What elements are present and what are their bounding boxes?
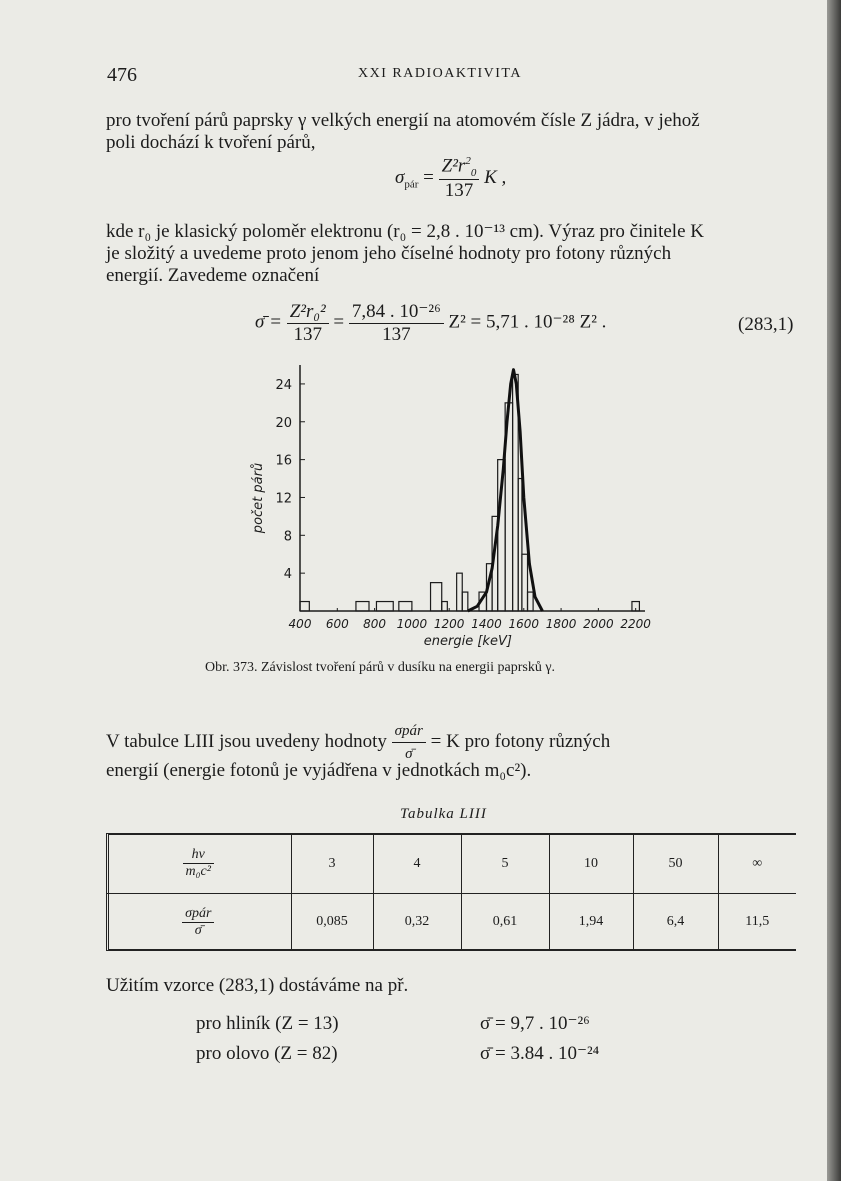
table-row [106, 893, 796, 951]
page-edge-shadow [827, 0, 841, 1181]
pair-energy-histogram [240, 355, 670, 660]
x-axis-label: energie [keV] [423, 634, 512, 649]
formula-pair-cross-section: $\sigma_{pár}$ = $\frac{Z^2r^2_0}{137}$ K , [395, 155, 507, 202]
paragraph-1-line-1: pro tvoření párů paprsky γ velkých energií na atomovém čísle Z jádra, v jehož [106, 110, 700, 131]
paragraph-4-line-1: Užitím vzorce (283,1) dostáváme na př. [106, 975, 409, 996]
table-title: Tabulka LIII [400, 806, 487, 822]
table-cell: 4 [373, 835, 461, 893]
figure-caption: Obr. 373. Závislost tvoření párů v dusíku na energii paprsků γ. [205, 660, 556, 675]
table-cell: 0,085 [291, 893, 373, 951]
paragraph-2-line-2: je složitý a uvedeme proto jenom jeho číselné hodnoty pro fotony různých [106, 243, 672, 264]
formula-sigma-bar: σ̄ = $\frac{\text{Z²r₀²}}{137}$ = $\frac{\text{7,84 . 10⁻²⁶}}{137}$ Z² = 5,71 . 10⁻²⁸ Z² . [255, 300, 607, 345]
page-number: 476 [107, 64, 137, 86]
running-title: XXI RADIOAKTIVITA [358, 66, 522, 81]
histogram-bar [376, 602, 393, 611]
x-tick-label: 1600 [508, 617, 540, 631]
histogram-bar [431, 583, 442, 611]
example-label-aluminium: pro hliník (Z = 13) [196, 1013, 339, 1034]
y-tick-label: 8 [283, 529, 292, 545]
table-cell: 0,32 [373, 893, 461, 951]
paragraph-2-line-3: energií. Zavedeme označení [106, 265, 320, 286]
histogram-bar [528, 592, 534, 611]
histogram-bar [462, 592, 468, 611]
y-axis-label: počet párů [251, 462, 266, 534]
x-tick-label: 1400 [471, 617, 502, 631]
x-tick-label: 400 [288, 617, 312, 631]
table-cell: ∞ [718, 835, 796, 893]
paragraph-1-line-2: poli dochází k tvoření párů, [106, 132, 316, 153]
histogram-bar [300, 602, 309, 611]
y-tick-label: 12 [275, 491, 292, 507]
x-tick-label: 800 [363, 617, 387, 631]
x-tick-label: 2000 [583, 617, 614, 631]
table-cell: 3 [291, 835, 373, 893]
paragraph-3-line-2: energií (energie fotonů je vyjádřena v jednotkách m₀c²). [106, 760, 532, 781]
table-cell: 5 [461, 835, 549, 893]
table-cell: 50 [633, 835, 718, 893]
equation-number: (283,1) [738, 314, 794, 335]
table-cell: 11,5 [718, 893, 796, 951]
table-cell: 6,4 [633, 893, 718, 951]
table-cell: 10 [549, 835, 633, 893]
row-head-energy: $\frac{h\nu}{\text{m₀c²}}$ [106, 835, 291, 893]
paragraph-3-line-1: V tabulce LIII jsou uvedeny hodnoty $\frac{\text{σpár}}{\sigmā}$ = K pro fotony různých [106, 720, 610, 765]
y-tick-label: 16 [275, 453, 292, 469]
example-label-lead: pro olovo (Z = 82) [196, 1043, 338, 1064]
histogram-bar [399, 602, 412, 611]
y-tick-label: 4 [283, 567, 292, 583]
histogram-bar [522, 554, 528, 611]
histogram-bar [442, 602, 448, 611]
table-cell: 1,94 [549, 893, 633, 951]
histogram-bar [356, 602, 369, 611]
row-head-ratio: $\frac{\text{σpár}}{\sigmā}$ [106, 893, 291, 951]
x-tick-label: 2200 [620, 617, 651, 631]
paragraph-2-line-1: kde r₀ je klasický poloměr elektronu (r₀ = 2,8 . 10⁻¹³ cm). Výraz pro činitele K [106, 221, 704, 242]
x-tick-label: 1000 [396, 617, 428, 631]
table-liii [106, 835, 796, 951]
x-tick-label: 1200 [433, 617, 465, 631]
example-value-aluminium: σ̄ = 9,7 . 10⁻²⁶ [480, 1013, 590, 1034]
table-row [106, 835, 796, 893]
y-tick-label: 24 [275, 377, 292, 393]
example-value-lead: σ̄ = 3.84 . 10⁻²⁴ [480, 1043, 600, 1064]
y-tick-label: 20 [275, 415, 292, 431]
x-tick-label: 1800 [545, 617, 577, 631]
table-cell: 0,61 [461, 893, 549, 951]
histogram-bar [457, 573, 463, 611]
x-tick-label: 600 [325, 617, 349, 631]
